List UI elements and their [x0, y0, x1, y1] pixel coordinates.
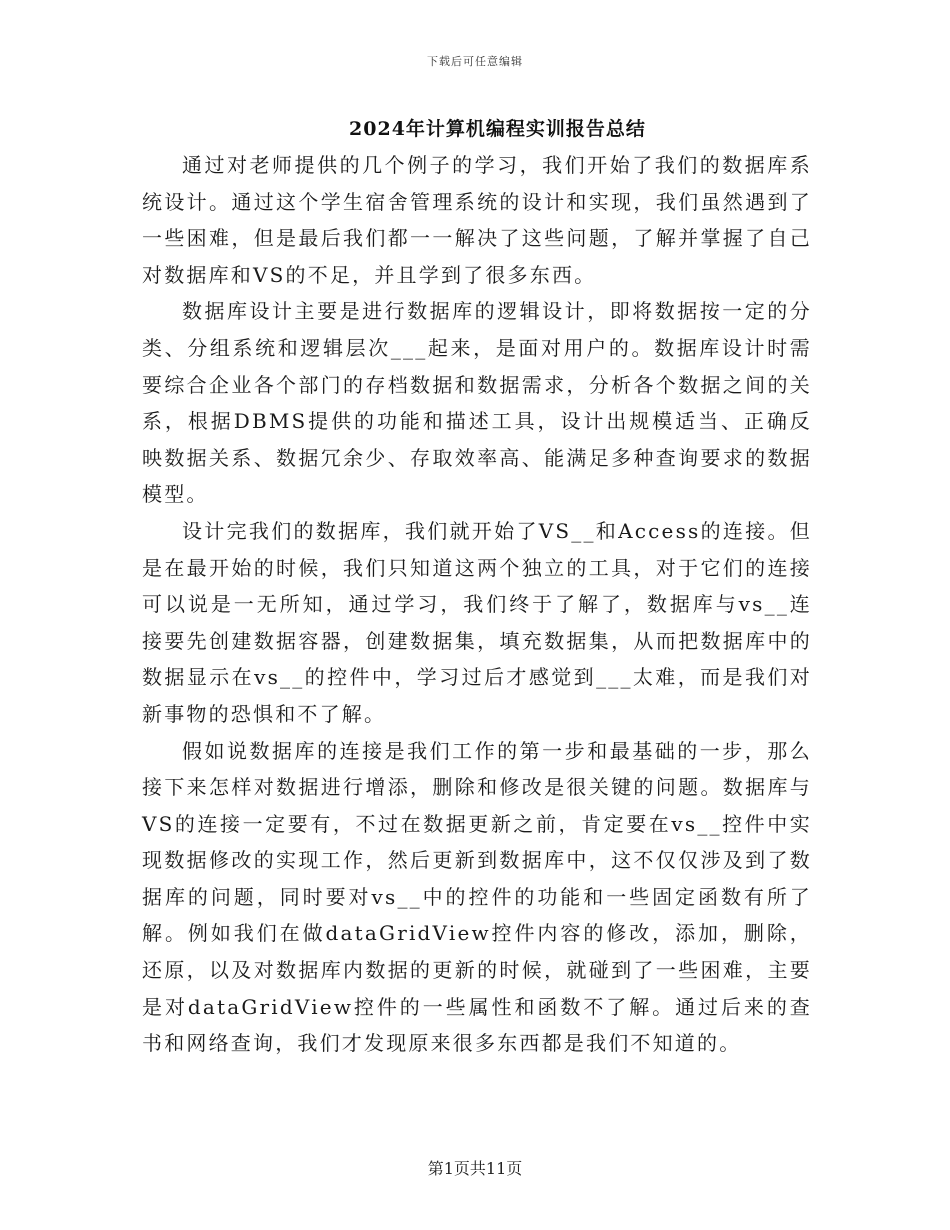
- document-body: [142, 147, 812, 1062]
- document-title: 2024年计算机编程实训报告总结: [349, 118, 646, 140]
- page-number: 第1页共11页: [427, 1159, 523, 1178]
- paragraph-3: 设计完我们的数据库，我们就开始了VS__和Access的连接。但是在最开始的时候，我们只知道这两个独立的工具，对于它们的连接可以说是一无所知，通过学习，我们终于了解了，数据库与vs__连接要先创建数据容器，创建数据集，填充数据集，从而把数据库中的数据显示在vs__的控件中，学习过后才感觉到___太难，而是我们对新事物的恐惧和不了解。: [142, 518, 812, 726]
- paragraph-4: 假如说数据库的连接是我们工作的第一步和最基础的一步，那么接下来怎样对数据进行增添，删除和修改是很关键的问题。数据库与VS的连接一定要有，不过在数据更新之前，肯定要在vs__控件中实现数据修改的实现工作，然后更新到数据库中，这不仅仅涉及到了数据库的问题，同时要对vs__中的控件的功能和一些固定函数有所了解。例如我们在做dataGridView控件内容的修改，添加，删除，还原，以及对数据库内数据的更新的时候，就碰到了一些困难，主要是对dataGridView控件的一些属性和函数不了解。通过后来的查书和网络查询，我们才发现原来很多东西都是我们不知道的。: [142, 738, 812, 1056]
- paragraph-1: 通过对老师提供的几个例子的学习，我们开始了我们的数据库系统设计。通过这个学生宿舍管理系统的设计和实现，我们虽然遇到了一些困难，但是最后我们都一一解决了这些问题，了解并掌握了自己对数据库和VS的不足，并且学到了很多东西。: [142, 153, 812, 287]
- paragraph-2: 数据库设计主要是进行数据库的逻辑设计，即将数据按一定的分类、分组系统和逻辑层次___起来，是面对用户的。数据库设计时需要综合企业各个部门的存档数据和数据需求，分析各个数据之间的关系，根据DBMS提供的功能和描述工具，设计出规模适当、正确反映数据关系、数据冗余少、存取效率高、能满足多种查询要求的数据模型。: [142, 299, 812, 507]
- header-note: 下载后可任意编辑: [427, 55, 523, 68]
